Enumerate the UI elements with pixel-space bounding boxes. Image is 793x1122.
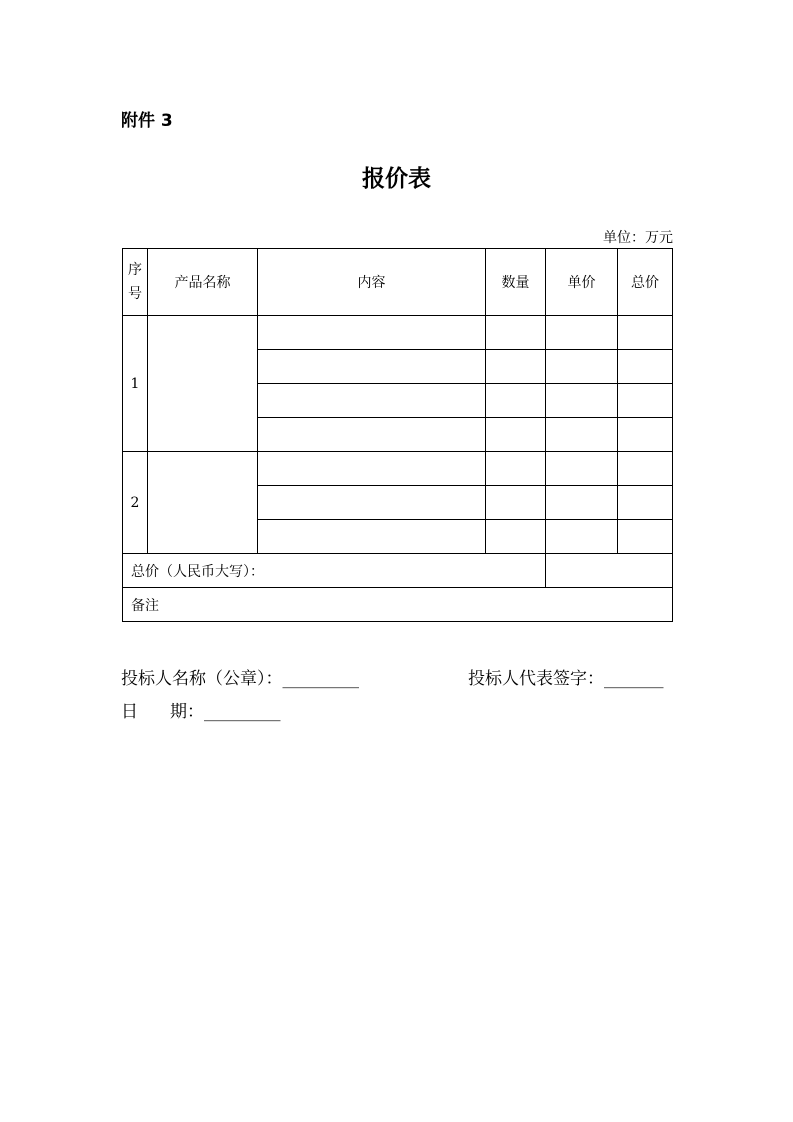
unit-price-cell[interactable] <box>546 452 618 486</box>
quantity-cell[interactable] <box>486 418 546 452</box>
column-header-product-name: 产品名称 <box>148 249 258 316</box>
seq-header-line2: 号 <box>128 286 142 302</box>
content-cell[interactable] <box>258 384 486 418</box>
unit-price-cell[interactable] <box>546 418 618 452</box>
product-name-cell[interactable] <box>148 452 258 554</box>
bidder-rep-signature-field: 投标人代表签字：_______ <box>468 669 664 689</box>
content-cell[interactable] <box>258 486 486 520</box>
date-label-2: 期：_________ <box>170 702 281 722</box>
column-header-unit-price: 单价 <box>546 249 618 316</box>
quantity-cell[interactable] <box>486 452 546 486</box>
seq-cell: 1 <box>123 316 148 452</box>
total-row <box>123 554 673 588</box>
unit-price-cell[interactable] <box>546 486 618 520</box>
content-cell[interactable] <box>258 350 486 384</box>
total-price-cell[interactable] <box>618 350 673 384</box>
unit-price-cell[interactable] <box>546 316 618 350</box>
date-field <box>121 697 281 722</box>
product-name-cell[interactable] <box>148 316 258 452</box>
unit-price-cell[interactable] <box>546 384 618 418</box>
table-row <box>123 316 673 350</box>
total-price-cell[interactable] <box>618 384 673 418</box>
remarks-row <box>123 588 673 622</box>
bidder-name-field: 投标人名称（公章）：_________ <box>121 669 359 689</box>
remarks-label[interactable]: 备注 <box>123 588 673 622</box>
column-header-content: 内容 <box>258 249 486 316</box>
quantity-cell[interactable] <box>486 384 546 418</box>
column-header-total-price: 总价 <box>618 249 673 316</box>
quote-table <box>122 248 673 622</box>
total-price-cell[interactable] <box>618 486 673 520</box>
unit-label: 单位：万元 <box>603 230 673 246</box>
total-price-cell[interactable] <box>618 452 673 486</box>
column-header-quantity: 数量 <box>486 249 546 316</box>
unit-price-cell[interactable] <box>546 520 618 554</box>
quantity-cell[interactable] <box>486 350 546 384</box>
date-label-1: 日 <box>121 702 138 722</box>
table-row <box>123 452 673 486</box>
quantity-cell[interactable] <box>486 520 546 554</box>
attachment-label: 附件 3 <box>121 111 173 131</box>
table-header-row <box>123 249 673 316</box>
total-label: 总价（人民币大写）： <box>123 554 546 588</box>
unit-price-cell[interactable] <box>546 350 618 384</box>
total-price-cell[interactable] <box>618 418 673 452</box>
quantity-cell[interactable] <box>486 486 546 520</box>
total-price-cell[interactable] <box>618 520 673 554</box>
content-cell[interactable] <box>258 316 486 350</box>
content-cell[interactable] <box>258 418 486 452</box>
seq-header-line1: 序 <box>128 262 142 278</box>
content-cell[interactable] <box>258 520 486 554</box>
quantity-cell[interactable] <box>486 316 546 350</box>
column-header-seq <box>123 249 148 316</box>
seq-cell: 2 <box>123 452 148 554</box>
content-cell[interactable] <box>258 452 486 486</box>
total-price-cell[interactable] <box>618 316 673 350</box>
page-title: 报价表 <box>362 166 431 192</box>
total-value-cell[interactable] <box>546 554 673 588</box>
